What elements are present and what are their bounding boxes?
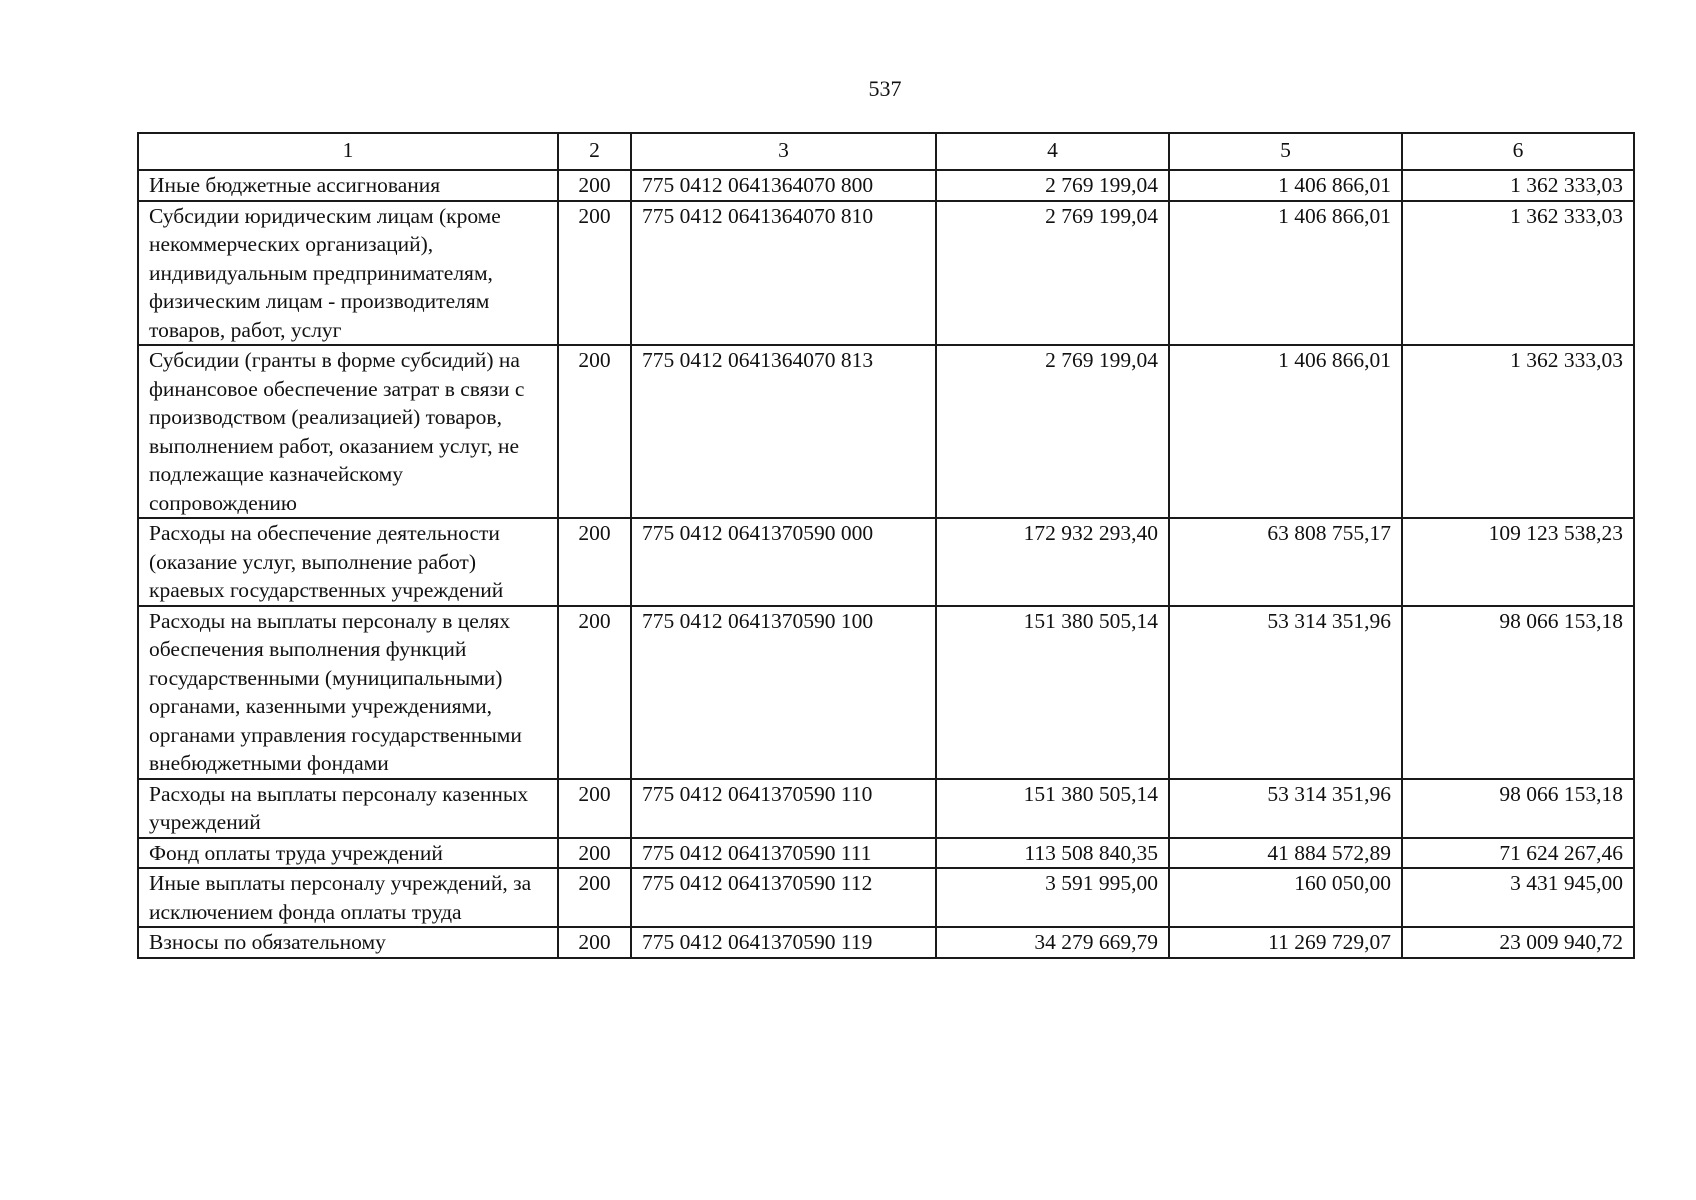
expense-name: Расходы на выплаты персоналу в целях обеспечения выполнения функций государственными (муниципальными) органами, казенными учреждениями, органами управления государственными внебюджетными фондами — [138, 606, 558, 779]
table-row — [138, 779, 1634, 838]
amount-col-4: 2 769 199,04 — [936, 170, 1169, 201]
budget-code: 775 0412 0641370590 119 — [631, 927, 936, 958]
amount-col-6: 1 362 333,03 — [1402, 201, 1634, 346]
budget-code: 775 0412 0641364070 800 — [631, 170, 936, 201]
column-header: 1 — [138, 133, 558, 170]
amount-col-5: 160 050,00 — [1169, 868, 1402, 927]
expense-name: Расходы на обеспечение деятельности (оказание услуг, выполнение работ) краевых государственных учреждений — [138, 518, 558, 606]
column-2-value: 200 — [558, 927, 631, 958]
amount-col-5: 63 808 755,17 — [1169, 518, 1402, 606]
column-2-value: 200 — [558, 345, 631, 518]
budget-code: 775 0412 0641370590 112 — [631, 868, 936, 927]
amount-col-5: 1 406 866,01 — [1169, 201, 1402, 346]
amount-col-6: 3 431 945,00 — [1402, 868, 1634, 927]
budget-code: 775 0412 0641370590 000 — [631, 518, 936, 606]
column-2-value: 200 — [558, 779, 631, 838]
table-row — [138, 838, 1634, 869]
header-row — [138, 133, 1634, 170]
budget-code: 775 0412 0641364070 813 — [631, 345, 936, 518]
amount-col-6: 109 123 538,23 — [1402, 518, 1634, 606]
amount-col-5: 1 406 866,01 — [1169, 345, 1402, 518]
amount-col-6: 98 066 153,18 — [1402, 606, 1634, 779]
table-row — [138, 868, 1634, 927]
amount-col-4: 151 380 505,14 — [936, 779, 1169, 838]
table-row — [138, 201, 1634, 346]
column-header: 2 — [558, 133, 631, 170]
column-2-value: 200 — [558, 868, 631, 927]
column-2-value: 200 — [558, 201, 631, 346]
amount-col-4: 2 769 199,04 — [936, 201, 1169, 346]
amount-col-6: 23 009 940,72 — [1402, 927, 1634, 958]
expense-name: Взносы по обязательному — [138, 927, 558, 958]
budget-code: 775 0412 0641370590 100 — [631, 606, 936, 779]
amount-col-5: 1 406 866,01 — [1169, 170, 1402, 201]
amount-col-4: 113 508 840,35 — [936, 838, 1169, 869]
amount-col-4: 34 279 669,79 — [936, 927, 1169, 958]
amount-col-6: 98 066 153,18 — [1402, 779, 1634, 838]
expense-name: Субсидии (гранты в форме субсидий) на финансовое обеспечение затрат в связи с производством (реализацией) товаров, выполнением работ, оказанием услуг, не подлежащие казначейскому сопровождению — [138, 345, 558, 518]
column-2-value: 200 — [558, 170, 631, 201]
budget-table — [137, 132, 1635, 959]
amount-col-5: 41 884 572,89 — [1169, 838, 1402, 869]
table-row — [138, 345, 1634, 518]
amount-col-6: 1 362 333,03 — [1402, 170, 1634, 201]
budget-code: 775 0412 0641370590 111 — [631, 838, 936, 869]
column-header: 5 — [1169, 133, 1402, 170]
amount-col-4: 172 932 293,40 — [936, 518, 1169, 606]
amount-col-4: 2 769 199,04 — [936, 345, 1169, 518]
column-header: 4 — [936, 133, 1169, 170]
expense-name: Иные выплаты персоналу учреждений, за исключением фонда оплаты труда — [138, 868, 558, 927]
column-2-value: 200 — [558, 606, 631, 779]
column-header: 3 — [631, 133, 936, 170]
amount-col-6: 71 624 267,46 — [1402, 838, 1634, 869]
table-row — [138, 927, 1634, 958]
amount-col-5: 53 314 351,96 — [1169, 606, 1402, 779]
amount-col-6: 1 362 333,03 — [1402, 345, 1634, 518]
amount-col-5: 11 269 729,07 — [1169, 927, 1402, 958]
table-row — [138, 518, 1634, 606]
budget-code: 775 0412 0641370590 110 — [631, 779, 936, 838]
amount-col-4: 151 380 505,14 — [936, 606, 1169, 779]
amount-col-4: 3 591 995,00 — [936, 868, 1169, 927]
column-2-value: 200 — [558, 838, 631, 869]
expense-name: Иные бюджетные ассигнования — [138, 170, 558, 201]
amount-col-5: 53 314 351,96 — [1169, 779, 1402, 838]
expense-name: Расходы на выплаты персоналу казенных учреждений — [138, 779, 558, 838]
column-header: 6 — [1402, 133, 1634, 170]
table-row — [138, 606, 1634, 779]
table-row — [138, 170, 1634, 201]
expense-name: Субсидии юридическим лицам (кроме некоммерческих организаций), индивидуальным предпринимателям, физическим лицам - производителям товаров, работ, услуг — [138, 201, 558, 346]
expense-name: Фонд оплаты труда учреждений — [138, 838, 558, 869]
budget-code: 775 0412 0641364070 810 — [631, 201, 936, 346]
page-number: 537 — [868, 76, 902, 101]
column-2-value: 200 — [558, 518, 631, 606]
